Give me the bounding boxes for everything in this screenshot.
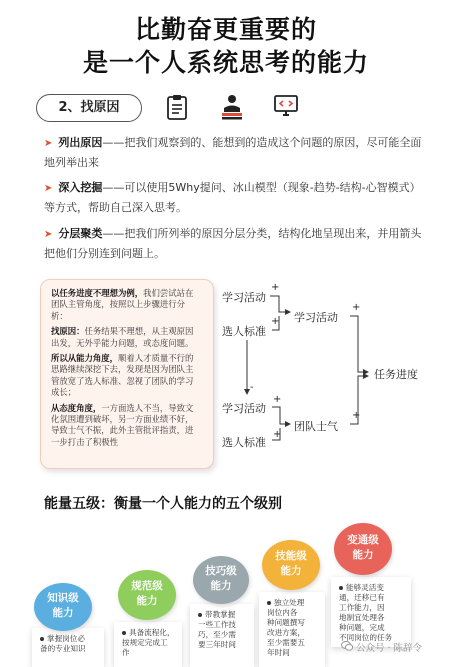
level-desc-line: 巧，至少需 (198, 630, 236, 639)
levels-title: 能量五级：衡量一个人能力的五个级别 (44, 496, 282, 512)
bullet-head: 深入挖掘 (58, 181, 103, 194)
level-desc-line: 带教掌握 (205, 610, 236, 619)
arrow-bullet-icon: ➤ (44, 138, 53, 149)
level-name: 技能级 (275, 550, 307, 562)
example-head: 找原因： (51, 326, 85, 337)
level-desc-line: 地制宜处理各 (339, 613, 385, 622)
sign-plus: + (271, 282, 280, 293)
example-head: 以任务进度不理想为例， (51, 288, 144, 298)
level-name: 技巧级 (205, 565, 237, 577)
sign-plus: + (273, 394, 282, 405)
bullet-dot-icon (267, 601, 271, 605)
level-desc-line: 改进方案， (267, 628, 305, 637)
node-learning-activity-mid: 学习活动 (294, 311, 338, 324)
sign-plus: + (352, 302, 361, 313)
link-mid-to-progress (350, 316, 368, 372)
arrow-bullet-icon: ➤ (44, 183, 53, 194)
bullet-head: 列出原因 (58, 136, 103, 149)
sign-plus: + (352, 410, 361, 421)
bullet-text: ——把我们观察到的、能想到的造成这个问题的原因，尽可能全面地列举出来 (44, 136, 422, 169)
level-name: 能力 (136, 595, 158, 607)
level-card-technique (190, 604, 254, 667)
node-learning-activity: 学习活动 (222, 291, 266, 304)
level-desc-line: 能够灵活变 (346, 583, 384, 592)
level-desc-line: 备的专业知识 (40, 644, 86, 653)
level-card-skill (259, 592, 325, 667)
bullet-dot-icon (122, 631, 126, 635)
level-desc-line: 不同岗位的任务 (339, 633, 393, 642)
level-desc-line: 要三年时间 (198, 640, 236, 649)
level-desc-line: 作 (122, 648, 130, 657)
level-desc-line: 按规定完成工 (122, 638, 168, 647)
example-text: 一方面选人不当，导致文化氛围遭到破坏，另一方面业绩不好，导致士气不振，此外主管批评指责，进一步打击了积极性 (51, 402, 194, 447)
page-title-line1: 比勤奋更重要的 (134, 15, 317, 44)
bullet-dot-icon (40, 637, 44, 641)
bullet-head: 分层聚类 (58, 227, 103, 240)
example-text: 顺着人才质量不行的思路继续深挖下去，发现是因为团队主管放宽了选人标准、忽视了团队的学习成长； (51, 353, 194, 398)
level-desc-line: 通，迁移已有 (339, 593, 385, 602)
level-name: 变通级 (347, 534, 379, 546)
example-text: 我们尝试站在团队主管角度，按照以上步骤进行分析： (51, 288, 194, 321)
example-text: 任务结果不理想，从主观原因出发，无外乎能力问题，或态度问题。 (51, 326, 194, 348)
sign-plus: + (271, 316, 280, 327)
arrow-bullet-icon: ➤ (44, 229, 53, 240)
level-card-standard (114, 622, 182, 667)
bullet-text: ——把我们所列举的原因分层分类，结构化地呈现出来，并用箭头把他们分别连到问题上。 (44, 227, 422, 260)
node-task-progress: 任务进度 (374, 368, 418, 381)
level-badge-technique (193, 556, 249, 604)
node-selection-standard: 选人标准 (222, 325, 266, 338)
level-name: 能力 (210, 580, 232, 592)
bullet-text: ——可以使用5Why提问、冰山模型（现象-趋势-结构-心智模式）等方式，帮助自己深入思考。 (44, 181, 421, 214)
link-learn-bot-to-morale (272, 407, 290, 424)
level-name: 规范级 (131, 580, 163, 592)
level-desc-line: 独立处理 (274, 598, 305, 607)
level-name: 能力 (352, 549, 374, 561)
level-badge-knowledge (34, 583, 92, 631)
section-label: 2、找原因 (36, 94, 142, 122)
sign-minus: - (250, 382, 254, 393)
level-card-knowledge (32, 628, 104, 667)
level-desc-line: 岗位内各 (267, 608, 298, 617)
level-desc-line: 年时间 (267, 648, 290, 657)
wechat-icon (341, 641, 353, 651)
level-desc-line: 种问题撰写 (267, 618, 305, 627)
page-title-line2: 是一个人系统思考的能力 (82, 48, 369, 77)
watermark: 公众号 · 陈辞令 (356, 643, 423, 654)
level-badge-adaptive (334, 523, 392, 575)
example-head: 所以从能力角度， (51, 353, 118, 364)
level-name: 能力 (280, 565, 302, 577)
bullet-dot-icon (198, 613, 202, 617)
node-learning-activity-bottom: 学习活动 (222, 402, 266, 415)
level-desc-line: 一些工作技 (198, 620, 236, 629)
level-desc-line: 具备流程化， (129, 628, 175, 637)
node-team-morale: 团队士气 (294, 420, 338, 433)
bullet-dot-icon (339, 586, 343, 590)
level-card-adaptive (331, 577, 411, 647)
level-desc-line: 至少需要五 (267, 638, 305, 647)
level-desc-line: 掌握岗位必 (47, 634, 85, 643)
level-name: 知识级 (47, 592, 79, 604)
link-learn-top-to-mid (270, 296, 290, 312)
example-head: 从态度角度， (51, 402, 102, 413)
level-badge-skill (262, 540, 320, 590)
node-selection-standard-bottom: 选人标准 (222, 436, 266, 449)
level-name: 能力 (52, 607, 74, 619)
level-badge-standard (118, 570, 176, 620)
level-desc-line: 工作能力，因 (339, 603, 385, 612)
level-desc-line: 种问题，完成 (339, 623, 385, 632)
sign-plus: + (273, 429, 282, 440)
